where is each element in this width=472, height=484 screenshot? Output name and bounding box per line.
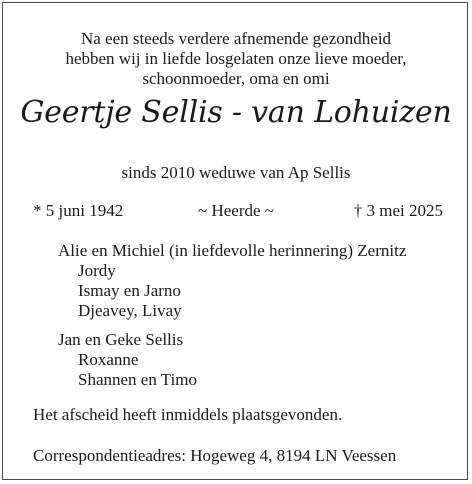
intro-line: hebben wij in liefde losgelaten onze lieve moeder, bbox=[65, 49, 407, 68]
family-member: Shannen en Timo bbox=[78, 370, 198, 389]
family-member: Ismay en Jarno bbox=[78, 281, 181, 300]
place: ~ Heerde ~ bbox=[198, 201, 274, 220]
family-group bbox=[58, 241, 406, 321]
intro-text bbox=[3, 29, 469, 89]
correspondence-address: Correspondentieadres: Hogeweg 4, 8194 LN Veessen bbox=[33, 446, 397, 465]
obituary-card bbox=[2, 2, 468, 480]
deceased-name: Geertje Sellis - van Lohuizen bbox=[20, 95, 452, 130]
death-date: † 3 mei 2025 bbox=[353, 201, 443, 220]
widow-line: sinds 2010 weduwe van Ap Sellis bbox=[121, 163, 351, 182]
family-group bbox=[58, 330, 197, 390]
closing-text: Het afscheid heeft inmiddels plaatsgevonden. bbox=[33, 405, 343, 424]
family-member: Djeavey, Livay bbox=[78, 301, 182, 320]
birth-date: * 5 juni 1942 bbox=[33, 201, 124, 220]
family-member: Jordy bbox=[78, 261, 116, 280]
intro-line: Na een steeds verdere afnemende gezondheid bbox=[80, 29, 392, 48]
family-head: Jan en Geke Sellis bbox=[58, 330, 184, 349]
intro-line: schoonmoeder, oma en omi bbox=[142, 69, 330, 88]
family-member: Roxanne bbox=[78, 350, 139, 369]
family-head: Alie en Michiel (in liefdevolle herinnering) Zernitz bbox=[58, 241, 407, 260]
